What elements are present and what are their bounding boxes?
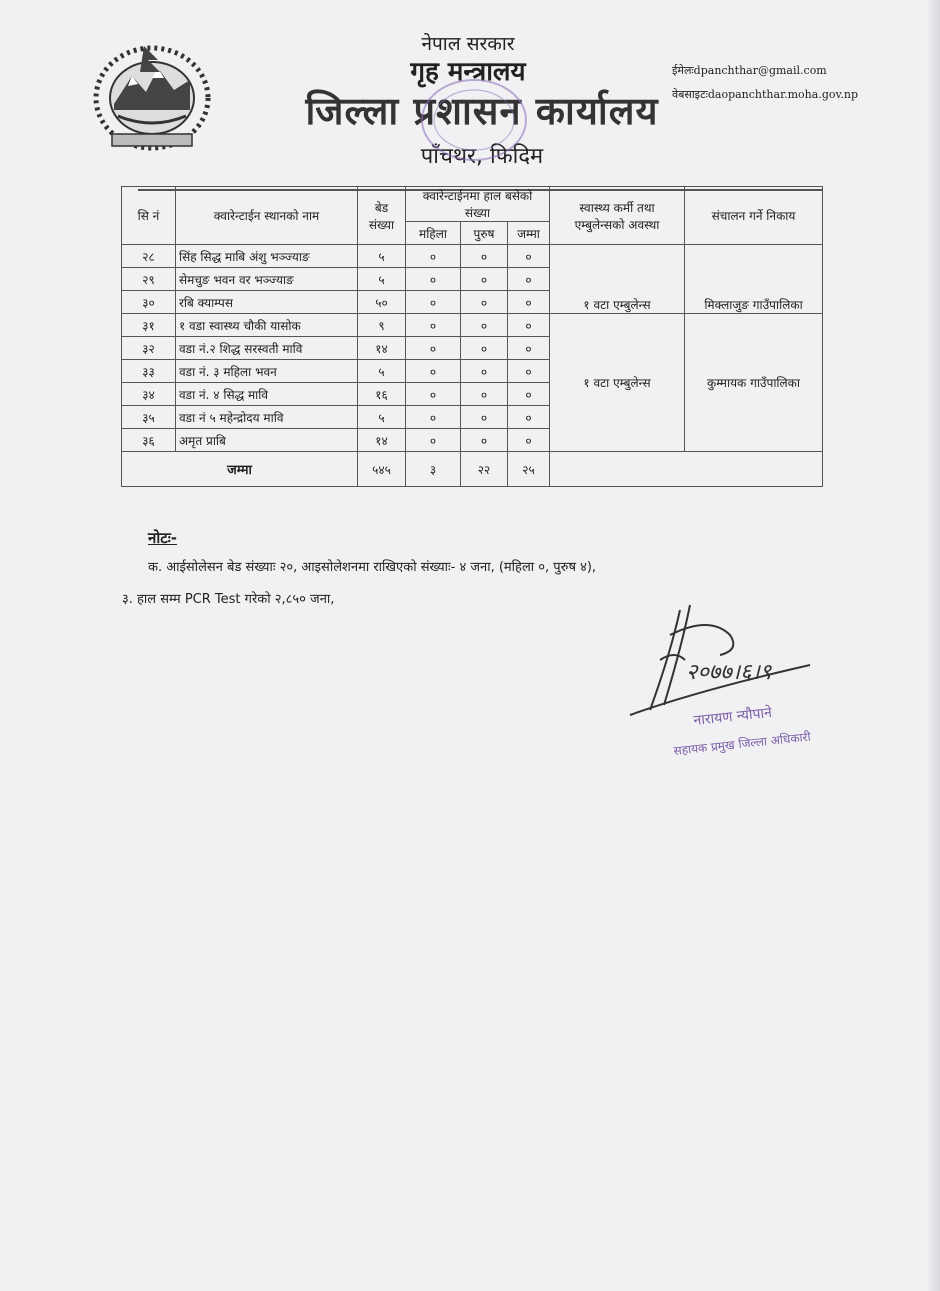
row-name: वडा नं. ४ सिद्ध मावि (176, 383, 358, 406)
row-name: १ वडा स्वास्थ्य चौकी यासोक (176, 314, 358, 337)
row-female: ० (406, 406, 461, 429)
row-name: सिंह सिद्ध माबि अंशु भञ्ज्याङ (176, 245, 358, 268)
row-beds: ५ (358, 245, 406, 268)
website-label: वेबसाइटः (672, 88, 708, 101)
total-beds: ५४५ (358, 452, 406, 487)
row-male: ० (461, 314, 508, 337)
col-health-header: स्वास्थ्य कर्मी तथा एम्बुलेन्सको अवस्था (550, 187, 685, 245)
row-total: ० (508, 314, 550, 337)
header-row (122, 187, 823, 222)
row-female: ० (406, 337, 461, 360)
row-sn: ३३ (122, 360, 176, 383)
row-total: ० (508, 406, 550, 429)
row-sn: २८ (122, 245, 176, 268)
row-sn: २९ (122, 268, 176, 291)
office-place: पाँचथर, फिदिम (420, 144, 544, 169)
row-total: ० (508, 429, 550, 452)
signature-block (620, 595, 840, 765)
row-total: ० (508, 268, 550, 291)
col-male-header: पुरुष (461, 222, 508, 245)
row-beds: १४ (358, 337, 406, 360)
row-female: ० (406, 291, 461, 314)
row-female: ० (406, 314, 461, 337)
row-name: अमृत प्राबि (176, 429, 358, 452)
row-name: रबि क्याम्पस (176, 291, 358, 314)
row-female: ० (406, 383, 461, 406)
row-male: ० (461, 245, 508, 268)
total-male: २२ (461, 452, 508, 487)
office-title: जिल्ला प्रशासन कार्यालय (305, 89, 659, 133)
group2-operator: कुम्मायक गाउँपालिका (685, 314, 823, 452)
row-total: ० (508, 337, 550, 360)
total-total: २५ (508, 452, 550, 487)
row-beds: ९ (358, 314, 406, 337)
row-beds: ५० (358, 291, 406, 314)
total-label: जम्मा (122, 452, 358, 487)
row-female: ० (406, 360, 461, 383)
col-beds-header: बेड संख्या (358, 187, 406, 245)
group1-operator: मिक्लाजुङ गाउँपालिका (685, 245, 823, 314)
group2-health: १ वटा एम्बुलेन्स (550, 314, 685, 452)
total-female: ३ (406, 452, 461, 487)
col-female-header: महिला (406, 222, 461, 245)
total-empty (550, 452, 823, 487)
row-beds: १६ (358, 383, 406, 406)
row-beds: ५ (358, 268, 406, 291)
contact-email (672, 63, 827, 78)
row-sn: ३२ (122, 337, 176, 360)
row-beds: ५ (358, 406, 406, 429)
website-value: daopanchthar.moha.gov.np (707, 88, 859, 101)
row-male: ० (461, 406, 508, 429)
contact-website (672, 87, 858, 102)
office-stamp-icon (418, 74, 530, 166)
col-name-header: क्वारेन्टाईन स्थानको नाम (176, 187, 358, 245)
row-total: ० (508, 383, 550, 406)
row-beds: ५ (358, 360, 406, 383)
row-name: सेमचुङ भवन वर भञ्ज्याङ (176, 268, 358, 291)
col-total-header: जम्मा (508, 222, 550, 245)
col-operator-header: संचालन गर्ने निकाय (685, 187, 823, 245)
row-male: ० (461, 383, 508, 406)
row-sn: ३४ (122, 383, 176, 406)
table-row (122, 314, 823, 337)
row-female: ० (406, 429, 461, 452)
stamp-title: सहायक प्रमुख जिल्ला अधिकारी (672, 729, 812, 758)
quarantine-table (121, 186, 823, 487)
total-row (122, 452, 823, 487)
government-title: नेपाल सरकार (421, 33, 515, 55)
row-male: ० (461, 360, 508, 383)
note-line-b: ३. हाल सम्म PCR Test गरेको २,८५० जना, (122, 592, 335, 607)
row-total: ० (508, 245, 550, 268)
row-total: ० (508, 360, 550, 383)
row-name: वडा नं. ३ महिला भवन (176, 360, 358, 383)
group1-health: १ वटा एम्बुलेन्स (550, 245, 685, 314)
col-sn-header: सि नं (122, 187, 176, 245)
row-male: ० (461, 268, 508, 291)
note-line-a: क. आईसोलेसन बेड संख्याः २०, आइसोलेशनमा राखिएको संख्याः- ४ जना, (महिला ०, पुरुष ४), (148, 560, 597, 575)
row-male: ० (461, 429, 508, 452)
row-sn: ३६ (122, 429, 176, 452)
notes-title: नोटः- (148, 529, 178, 547)
email-label: ईमेलः (672, 64, 694, 77)
row-beds: १४ (358, 429, 406, 452)
row-sn: ३० (122, 291, 176, 314)
row-male: ० (461, 291, 508, 314)
row-total: ० (508, 291, 550, 314)
scan-edge (926, 0, 940, 1291)
row-name: वडा नं.२ शिद्ध सरस्वती मावि (176, 337, 358, 360)
ministry-title: गृह मन्त्रालय (410, 57, 526, 87)
table-row (122, 245, 823, 268)
email-value: dpanchthar@gmail.com (693, 64, 827, 77)
row-name: वडा नं ५ महेन्द्रोदय मावि (176, 406, 358, 429)
stamp-name: नारायण न्यौपाने (692, 704, 773, 729)
row-sn: ३१ (122, 314, 176, 337)
row-sn: ३५ (122, 406, 176, 429)
signature-date: २०७७।६।९ (686, 660, 772, 685)
row-female: ० (406, 268, 461, 291)
col-current-group-header: क्वारेन्टाईनमा हाल बसेको संख्या (406, 187, 550, 222)
row-female: ० (406, 245, 461, 268)
row-male: ० (461, 337, 508, 360)
